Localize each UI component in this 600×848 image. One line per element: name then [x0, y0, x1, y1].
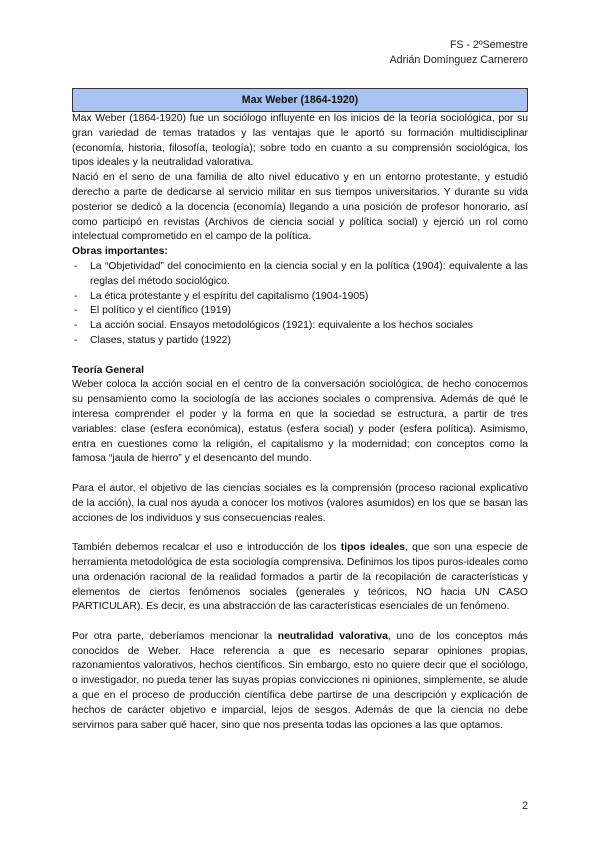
theory-paragraph-2: Para el autor, el objetivo de las ciencias sociales es la comprensión (proceso racional explicativo de la acción), la cual nos ayuda a conocer los motivos (valores asumidos) en los que se basan las acciones de los individuos y sus consecuencias reales. [72, 482, 528, 524]
list-item: - La “Objetividad” del conocimiento en la ciencia social y en la política (1904): equivalente a las reglas del método sociológico. [72, 260, 528, 290]
list-item: - La acción social. Ensayos metodológicos (1921): equivalente a los hechos sociales [72, 319, 528, 334]
author-name: Adrián Domínguez Carnerero [389, 54, 528, 66]
works-heading: Obras importantes: [72, 246, 168, 258]
paragraph-text: , uno de los conceptos más conocidos de Weber. Hace referencia a que es necesario separar opiniones propias, razonamientos valorativos, hechos científicos. Sin embargo, esto no quiere decir que el sociólogo, o investigador, no pueda tener las suyas propias convicciones ni opiniones, simplemente, se alude a que en el proceso de producción científica debe partirse de una descripción y explicación de hechos de carácter objetivo e imparcial, lejos de sesgos. Además de que la ciencia no debe servirnos para saber qué hacer, sino que nos presenta todas las opciones a las que optamos. [72, 630, 529, 731]
page-header [390, 38, 528, 68]
theory-paragraph-3 [72, 541, 528, 615]
list-item: - El político y el científico (1919) [72, 304, 528, 319]
paragraph-text: También debemos recalcar el uso e introducción de los [72, 542, 341, 554]
course-label: FS - 2ºSemestre [449, 39, 528, 51]
section-title: Max Weber (1864-1920) [72, 88, 528, 112]
intro-paragraph-1: Max Weber (1864-1920) fue un sociólogo influyente en los inicios de la teoría sociológica, por su gran variedad de temas tratados y las ventajas que le aportó su formación multidisciplinar (economía, historia, filosofía, teología); sobre todo en cuanto a su comprensión sociológica, los tipos ideales y la neutralidad valorativa. [72, 113, 528, 169]
works-list [72, 260, 528, 349]
term-tipos-ideales: tipos ideales [340, 542, 406, 554]
term-neutralidad-valorativa: neutralidad valorativa [277, 630, 388, 642]
intro-paragraph-2: Nació en el seno de una familia de alto nivel educativo y en un entorno protestante, y estudió derecho a parte de dedicarse al servicio militar en sus tiempos universitarios. Y durante su vida posterior se dedicó a la docencia (economía) llegando a una posición de profesor honorario, así como participó en revistas (Archivos de ciencia social y política social) y ejerció un rol como intelectual comprometido en el campo de la política. [72, 172, 528, 243]
theory-paragraph-1: Weber coloca la acción social en el centro de la conversación sociológica, de hecho conocemos su pensamiento como la sociología de las acciones sociales o comprensiva. Además de qué le interesa comprender el poder y la forma en que la sociedad se estructura, a partir de tres variables: clase (esfera económica), estatus (esfera social) y poder (esfera política). Asimismo, entra en cuestiones como la religión, el capitalismo y la modernidad; con conceptos como la famosa “jaula de hierro” y el desencanto del mundo. [72, 379, 528, 465]
page-number: 2 [522, 800, 528, 812]
paragraph-text: , que son una especie de herramienta metodológica de esta sociología comprensiva. Definimos los tipos puros-ideales como una ordenación racional de la realidad formados a partir de la recopilación de características y elementos de ciertos fenómenos sociales (generales y teóricos, NO hacia UN CASO PARTICULAR). Es decir, es una abstracción de las características esenciales de un fenómeno. [72, 542, 528, 613]
list-item: - La ética protestante y el espíritu del capitalismo (1904-1905) [72, 290, 528, 305]
list-item: - Clases, status y partido (1922) [72, 334, 528, 349]
paragraph-text: Por otra parte, deberíamos mencionar la [72, 630, 278, 642]
theory-paragraph-4 [72, 630, 528, 734]
document-body [72, 112, 528, 733]
theory-heading: Teoría General [72, 364, 144, 376]
